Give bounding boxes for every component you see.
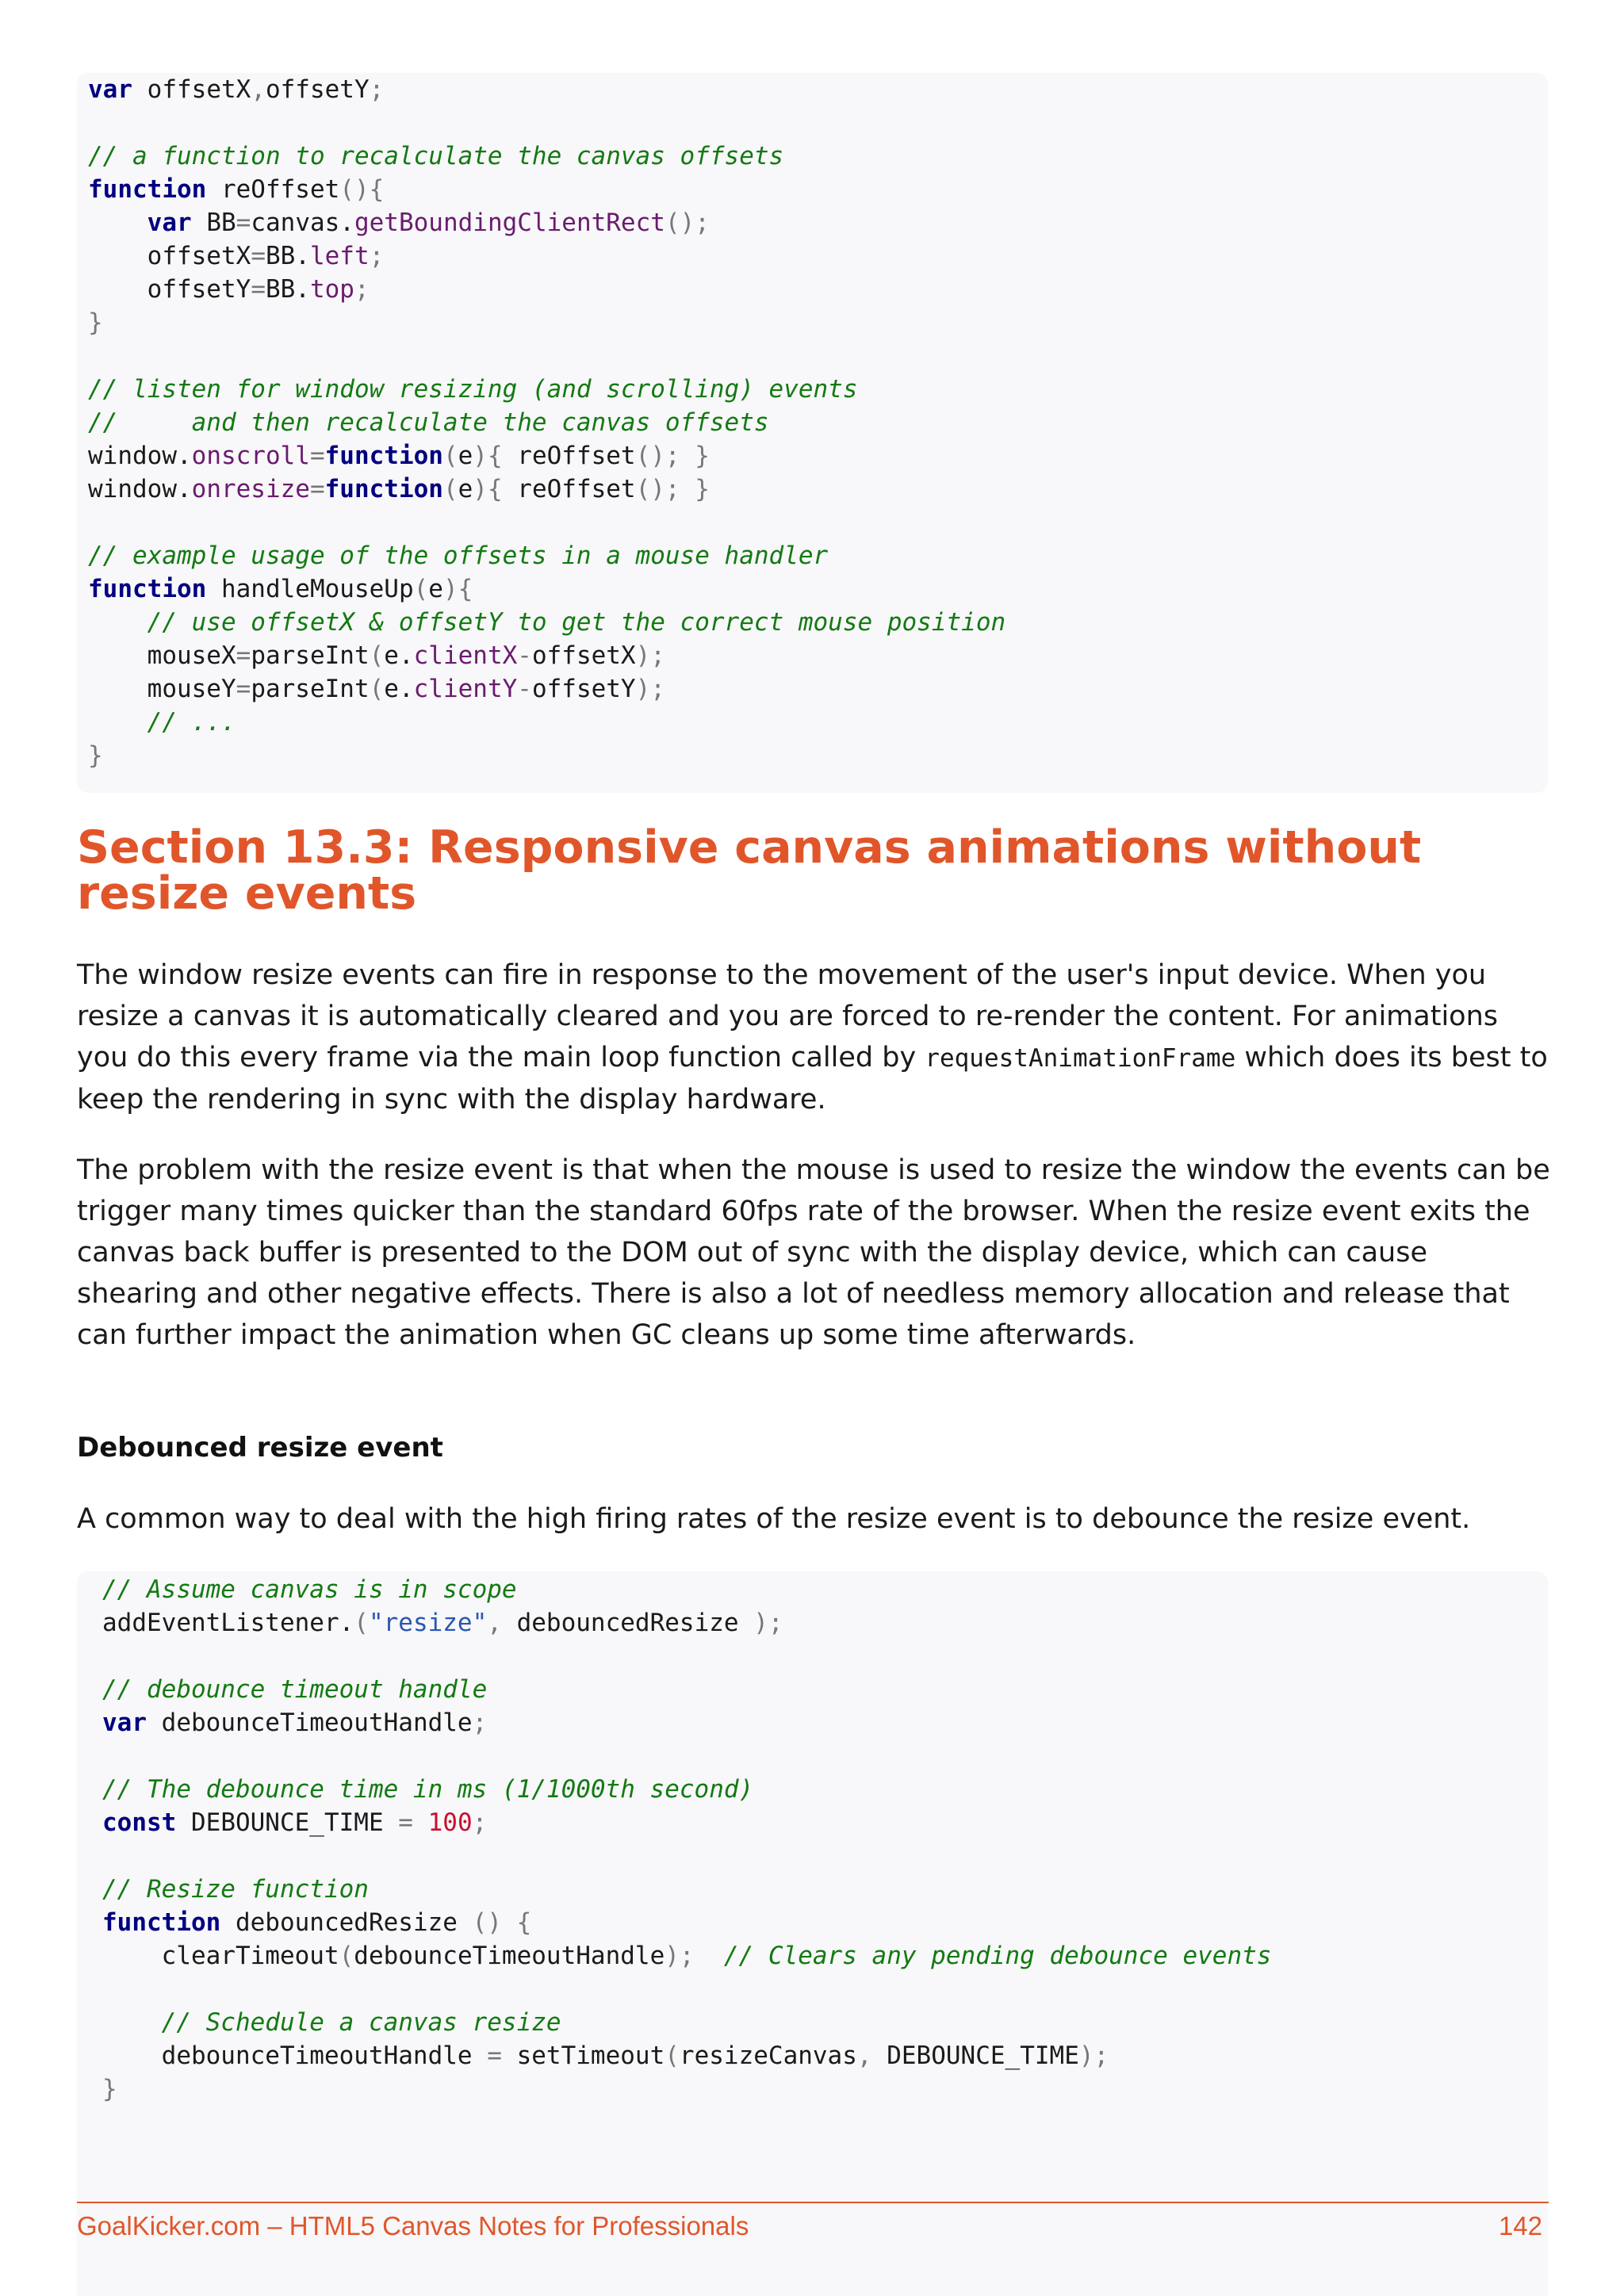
code-line: var offsetX,offsetY; xyxy=(88,75,385,104)
paragraph: The problem with the resize event is that when the mouse is used to resize the window the events can be trigger many times quicker than the standard 60fps rate of the browser. When the resize event exits the canvas back buffer is presented to the DOM out of sync with the display device, which can cause shearing and other negative effects. There is also a lot of needless memory allocation and release that can further impact the animation when GC cleans up some time afterwards. xyxy=(77,1154,1550,1351)
code-line: window.onscroll=function(e){ reOffset(); } xyxy=(88,442,710,470)
code-line: // Assume canvas is in scope xyxy=(102,1575,517,1604)
subheading: Debounced resize event xyxy=(77,1432,443,1464)
code-line: function debouncedResize () { xyxy=(102,1908,532,1937)
code-line: // listen for window resizing (and scrolling) events xyxy=(88,375,858,404)
code-line: function reOffset(){ xyxy=(88,175,385,204)
code-line: // use offsetX & offsetY to get the correct mouse position xyxy=(147,608,1006,637)
footer-title: GoalKicker.com – HTML5 Canvas Notes for Professionals xyxy=(77,2211,749,2241)
paragraph: A common way to deal with the high firing rates of the resize event is to debounce the resize event. xyxy=(77,1503,1471,1535)
code-line: clearTimeout(debounceTimeoutHandle); // Clears any pending debounce events xyxy=(102,1942,1272,1970)
code-line: var debounceTimeoutHandle; xyxy=(102,1709,488,1737)
code-line: } xyxy=(88,741,103,770)
code-line: } xyxy=(88,308,103,337)
code-line: // Schedule a canvas resize xyxy=(161,2008,561,2037)
code-block-2 xyxy=(77,1571,1548,2296)
inline-code: requestAnimationFrame xyxy=(925,1044,1236,1073)
code-line: offsetX=BB.left; xyxy=(88,242,385,270)
code-line: var BB=canvas.getBoundingClientRect(); xyxy=(147,209,710,237)
code-line: function handleMouseUp(e){ xyxy=(88,575,473,603)
section-title: Section 13.3: Responsive canvas animations without resize events xyxy=(77,821,1422,920)
code-line: mouseY=parseInt(e.clientY-offsetY); xyxy=(88,675,665,703)
code-line: addEventListener.("resize", debouncedResize ); xyxy=(102,1609,783,1637)
code-line: debounceTimeoutHandle = setTimeout(resizeCanvas, DEBOUNCE_TIME); xyxy=(102,2042,1109,2070)
code-line: offsetY=BB.top; xyxy=(88,275,370,304)
code-line: // ... xyxy=(147,708,236,737)
code-line: // and then recalculate the canvas offsets xyxy=(88,408,769,437)
code-line: } xyxy=(102,2075,117,2103)
code-line: // debounce timeout handle xyxy=(102,1675,488,1704)
code-line: mouseX=parseInt(e.clientX-offsetX); xyxy=(88,641,665,670)
code-line: window.onresize=function(e){ reOffset(); } xyxy=(88,475,710,503)
code-line: // Resize function xyxy=(102,1875,369,1904)
code-line: // The debounce time in ms (1/1000th second) xyxy=(102,1775,754,1804)
footer-divider xyxy=(77,2202,1549,2203)
paragraph: The window resize events can fire in response to the movement of the user's input device. When you resize a canvas it is automatically cleared and you are forced to re-render the content. For animations you do this every frame via the main loop function called by requestAnimationFrame which does its best to keep the rendering in sync with the display hardware. xyxy=(77,959,1548,1115)
code-line: const DEBOUNCE_TIME = 100; xyxy=(102,1808,488,1837)
code-line: // example usage of the offsets in a mouse handler xyxy=(88,541,829,570)
code-block-1 xyxy=(77,73,1548,793)
code-line: // a function to recalculate the canvas offsets xyxy=(88,142,784,170)
page-number: 142 xyxy=(1498,2211,1542,2241)
